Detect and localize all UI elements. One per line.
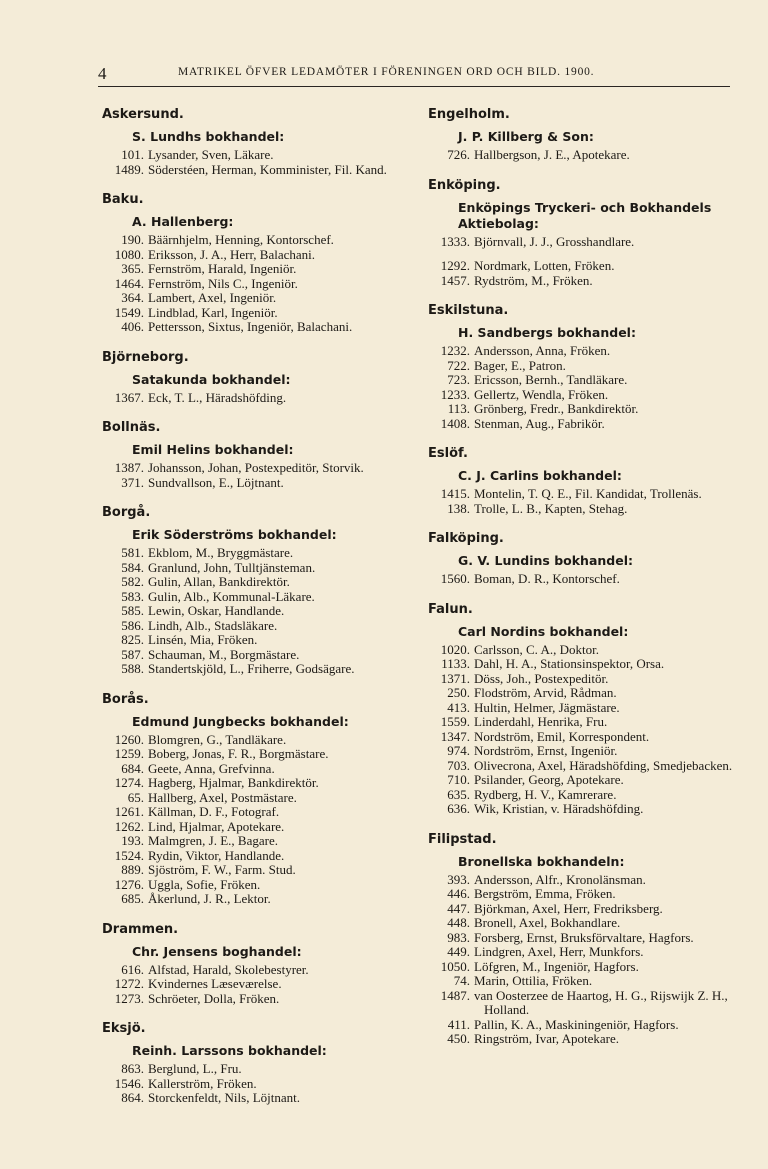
member-text: Björkman, Axel, Herr, Fredriksberg.: [474, 900, 663, 916]
member-text: Nordström, Ernst, Ingeniör.: [474, 743, 618, 758]
member-text: Lambert, Axel, Ingeniör.: [148, 290, 277, 305]
member-text: Pettersson, Sixtus, Ingeniör, Balachani.: [148, 319, 353, 334]
member-text: Linderdahl, Henrika, Fru.: [474, 714, 608, 729]
member-number: 113.: [447, 401, 470, 416]
city-section: [102, 921, 412, 1007]
member-number: 1261.: [114, 804, 144, 819]
member-text: Källman, D. F., Fotograf.: [148, 804, 280, 819]
member-entry: [102, 977, 412, 992]
member-number: 1457.: [440, 272, 470, 288]
member-text: Ericsson, Bernh., Tandläkare.: [474, 372, 628, 387]
member-text: Pallin, K. A., Maskiningeniör, Hagfors.: [474, 1016, 679, 1032]
member-text: Sundvallson, E., Löjtnant.: [148, 474, 284, 490]
member-text: Granlund, John, Tulltjänsteman.: [148, 559, 316, 575]
member-list: [102, 391, 412, 406]
city-heading: Engelholm.: [428, 107, 510, 122]
city-section: [428, 831, 738, 1047]
member-number: 889.: [121, 862, 144, 877]
member-text: Wik, Kristian, v. Häradshöfding.: [474, 801, 644, 816]
bookshop-heading: Reinh. Larssons bokhandel:: [132, 1043, 327, 1058]
member-number: 65.: [127, 789, 144, 805]
member-entry: [428, 873, 738, 888]
member-number: 193.: [121, 833, 144, 848]
member-number: 101.: [121, 147, 144, 162]
member-entry: [102, 148, 412, 163]
right-column: [428, 100, 738, 1047]
member-text: Flodström, Arvid, Rådman.: [474, 685, 617, 700]
member-entry: [428, 148, 738, 163]
member-number: 1050.: [440, 958, 470, 974]
member-entry: [428, 373, 738, 388]
member-number: 74.: [453, 973, 470, 988]
member-text: Kvindernes Læseværelse.: [148, 976, 282, 991]
city-section: [428, 302, 738, 431]
member-text: Bronell, Axel, Bokhandlare.: [474, 915, 621, 930]
member-text: Johansson, Johan, Postexpeditör, Storvik.: [148, 460, 364, 475]
bookshop-heading: Enköpings Tryckeri- och Bokhandels Aktiebolag:: [458, 199, 712, 231]
member-text: Lind, Hjalmar, Apotekare.: [148, 818, 285, 834]
member-text: Gellertz, Wendla, Fröken.: [474, 386, 609, 402]
member-entry: [102, 849, 412, 864]
member-number: 983.: [447, 929, 470, 945]
member-entry: [102, 1091, 412, 1106]
member-entry: [102, 747, 412, 762]
member-entry: [428, 259, 738, 274]
member-entry: [102, 546, 412, 561]
member-number: 1020.: [440, 641, 470, 657]
member-entry: [428, 916, 738, 931]
member-entry: [102, 391, 412, 406]
bookshop-heading: Satakunda bokhandel:: [132, 371, 291, 387]
member-number: 1549.: [114, 304, 144, 320]
member-text: Lindh, Alb., Stadsläkare.: [148, 617, 278, 633]
member-text: Psilander, Georg, Apotekare.: [474, 772, 624, 787]
member-text: Lewin, Oskar, Handlande.: [148, 603, 285, 618]
member-list: [102, 1062, 412, 1106]
member-text: Fernström, Harald, Ingeniör.: [148, 261, 297, 276]
member-entry: [102, 233, 412, 248]
member-entry: [102, 776, 412, 791]
member-entry: [102, 963, 412, 978]
member-text: Rydström, M., Fröken.: [474, 272, 593, 288]
bookshop-heading: C. J. Carlins bokhandel:: [458, 468, 622, 483]
member-text: Geete, Anna, Grefvinna.: [148, 760, 275, 776]
member-list: [428, 487, 738, 516]
city-heading: Eslöf.: [428, 446, 468, 461]
city-heading: Falun.: [428, 601, 473, 617]
member-text: Boman, D. R., Kontorschef.: [474, 571, 620, 586]
member-entry: [102, 277, 412, 292]
member-entry: [428, 359, 738, 374]
member-text: Bergström, Emma, Fröken.: [474, 886, 616, 901]
member-text: Carlsson, C. A., Doktor.: [474, 641, 599, 657]
member-text: Hallbergson, J. E., Apotekare.: [474, 147, 630, 162]
member-entry: [428, 643, 738, 658]
member-number: 1276.: [114, 876, 144, 892]
member-entry: [102, 604, 412, 619]
member-number: 636.: [447, 801, 470, 816]
member-entry: [102, 633, 412, 648]
member-list: [428, 873, 738, 1047]
member-number: 582.: [121, 574, 144, 589]
member-text: Rydberg, H. V., Kamrerare.: [474, 786, 617, 802]
page-number: 4: [98, 64, 107, 83]
bookshop-heading: Chr. Jensens boghandel:: [132, 943, 302, 959]
member-text: Kallerström, Fröken.: [148, 1075, 257, 1091]
member-text: Löfgren, M., Ingeniör, Hagfors.: [474, 958, 639, 974]
member-entry: [102, 648, 412, 663]
city-heading: Borås.: [102, 691, 149, 707]
member-text: Andersson, Anna, Fröken.: [474, 343, 611, 358]
member-entry: [428, 730, 738, 745]
member-text: Uggla, Sofie, Fröken.: [148, 876, 261, 892]
member-entry: [102, 306, 412, 321]
member-number: 583.: [121, 588, 144, 604]
city-section: [428, 601, 738, 817]
member-text: Trolle, L. B., Kapten, Stehag.: [474, 500, 628, 516]
city-heading: Eksjö.: [102, 1021, 146, 1036]
member-number: 448.: [447, 915, 470, 930]
member-text: Lysander, Sven, Läkare.: [148, 147, 274, 162]
city-section: [102, 691, 412, 907]
member-entry: [428, 672, 738, 687]
bookshop-heading: Carl Nordins bokhandel:: [458, 623, 629, 639]
member-number: 1080.: [114, 246, 144, 262]
member-number: 1274.: [114, 775, 144, 790]
member-number: 447.: [447, 900, 470, 916]
member-entry: [428, 715, 738, 730]
member-number: 1259.: [114, 746, 144, 761]
member-text: Söderstéen, Herman, Komminister, Fil. Kand.: [148, 161, 387, 177]
member-entry: [102, 619, 412, 634]
member-entry: [102, 805, 412, 820]
member-number: 1260.: [114, 731, 144, 747]
member-text: Rydin, Viktor, Handlande.: [148, 847, 285, 863]
member-number: 449.: [447, 944, 470, 959]
page-header: [98, 60, 730, 87]
member-entry: [428, 388, 738, 403]
member-number: 1464.: [114, 275, 144, 291]
member-number: 1262.: [114, 818, 144, 834]
member-text: Hagberg, Hjalmar, Bankdirektör.: [148, 775, 319, 790]
member-entry: [102, 262, 412, 277]
member-text: Boberg, Jonas, F. R., Borgmästare.: [148, 746, 329, 761]
member-list: [102, 233, 412, 335]
member-text: Schröeter, Dolla, Fröken.: [148, 990, 280, 1006]
city-heading: Eskilstuna.: [428, 303, 509, 318]
member-text: Malmgren, J. E., Bagare.: [148, 833, 278, 848]
city-section: [428, 445, 738, 516]
member-number: 635.: [447, 786, 470, 802]
member-entry: [428, 759, 738, 774]
member-text: Nordström, Emil, Korrespondent.: [474, 728, 650, 744]
member-entry: [428, 974, 738, 989]
member-entry: [428, 274, 738, 289]
member-text: Hallberg, Axel, Postmästare.: [148, 789, 297, 805]
member-text: Grönberg, Fredr., Bankdirektör.: [474, 401, 639, 416]
member-entry: [428, 945, 738, 960]
member-number: 1524.: [114, 847, 144, 863]
member-text: Eriksson, J. A., Herr, Balachani.: [148, 246, 316, 262]
member-number: 406.: [121, 319, 144, 334]
member-entry: [102, 561, 412, 576]
member-text: Gulin, Allan, Bankdirektör.: [148, 574, 290, 589]
member-text: Marin, Ottilia, Fröken.: [474, 973, 593, 988]
member-number: 587.: [121, 646, 144, 662]
city-section: [102, 106, 412, 177]
member-entry: [428, 902, 738, 917]
member-entry: [102, 320, 412, 335]
member-entry: [428, 235, 738, 250]
city-section: [428, 106, 738, 163]
member-entry: [428, 802, 738, 817]
member-text: Bager, E., Patron.: [474, 357, 566, 373]
member-entry: [102, 733, 412, 748]
member-number: 190.: [121, 232, 144, 247]
member-number: 1371.: [440, 670, 470, 686]
city-heading: Filipstad.: [428, 831, 497, 847]
member-number: 685.: [121, 891, 144, 906]
member-number: 446.: [447, 886, 470, 901]
member-text: van Oosterzee de Haartog, H. G., Rijswijk Z. H., Holland.: [474, 987, 728, 1017]
member-text: Ekblom, M., Bryggmästare.: [148, 545, 294, 560]
member-number: 703.: [447, 757, 470, 773]
member-entry: [102, 575, 412, 590]
city-section: [428, 530, 738, 587]
member-entry: [102, 791, 412, 806]
member-list: [428, 572, 738, 587]
city-heading: Falköping.: [428, 531, 504, 546]
member-number: 723.: [447, 372, 470, 387]
member-entry: [102, 992, 412, 1007]
city-heading: Borgå.: [102, 505, 151, 520]
member-number: 1387.: [114, 460, 144, 475]
member-text: Lindblad, Karl, Ingeniör.: [148, 304, 278, 320]
member-text: Fernström, Nils C., Ingeniör.: [148, 275, 298, 291]
member-text: Schauman, M., Borgmästare.: [148, 646, 300, 662]
member-list: [428, 344, 738, 431]
member-number: 364.: [121, 290, 144, 305]
member-entry: [428, 931, 738, 946]
city-heading: Björneborg.: [102, 349, 189, 365]
city-section: [102, 191, 412, 335]
member-text: Berglund, L., Fru.: [148, 1061, 242, 1076]
member-entry: [102, 820, 412, 835]
member-entry: [102, 461, 412, 476]
member-entry: [428, 417, 738, 432]
member-entry: [428, 744, 738, 759]
member-number: 1546.: [114, 1075, 144, 1091]
member-entry: [102, 892, 412, 907]
member-entry: [428, 344, 738, 359]
member-number: 1487.: [440, 987, 470, 1003]
bookshop-heading: S. Lundhs bokhandel:: [132, 129, 285, 144]
city-section: [102, 419, 412, 490]
member-entry: [428, 1032, 738, 1047]
member-entry: [102, 248, 412, 263]
member-entry: [102, 163, 412, 178]
member-text: Björnvall, J. J., Grosshandlare.: [474, 233, 635, 249]
member-number: 974.: [447, 743, 470, 758]
member-text: Nordmark, Lotten, Fröken.: [474, 258, 615, 273]
city-section: [102, 1020, 412, 1106]
member-number: 722.: [447, 357, 470, 373]
member-text: Stenman, Aug., Fabrikör.: [474, 415, 605, 431]
member-entry: [102, 834, 412, 849]
member-number: 863.: [121, 1061, 144, 1076]
member-number: 825.: [121, 632, 144, 647]
member-text: Forsberg, Ernst, Bruksförvaltare, Hagfors.: [474, 929, 694, 945]
member-text: Storckenfeldt, Nils, Löjtnant.: [148, 1090, 301, 1105]
bookshop-heading: Erik Söderströms bokhandel:: [132, 527, 337, 542]
city-heading: Askersund.: [102, 107, 184, 122]
city-section: [102, 504, 412, 677]
member-number: 710.: [447, 772, 470, 787]
member-number: 1273.: [114, 990, 144, 1006]
member-entry: [428, 402, 738, 417]
member-entry: [428, 657, 738, 672]
member-entry: [102, 863, 412, 878]
member-entry: [428, 572, 738, 587]
member-text: Bäärnhjelm, Henning, Kontorschef.: [148, 232, 334, 247]
member-number: 1415.: [440, 486, 470, 501]
member-number: 250.: [447, 685, 470, 700]
member-number: 365.: [121, 261, 144, 276]
member-list: [102, 733, 412, 907]
member-list: [102, 461, 412, 490]
member-list: [428, 148, 738, 163]
member-entry: [102, 291, 412, 306]
city-heading: Enköping.: [428, 177, 501, 193]
member-number: 393.: [447, 871, 470, 887]
member-number: 585.: [121, 603, 144, 618]
bookshop-heading: J. P. Killberg & Son:: [458, 129, 594, 144]
member-number: 1232.: [440, 343, 470, 358]
member-entry: [428, 487, 738, 502]
member-number: 684.: [121, 760, 144, 776]
member-entry: [428, 887, 738, 902]
member-number: 616.: [121, 961, 144, 977]
bookshop-heading: A. Hallenberg:: [132, 214, 234, 229]
member-entry: [102, 878, 412, 893]
member-text: Lindgren, Axel, Herr, Munkfors.: [474, 944, 644, 959]
member-number: 581.: [121, 545, 144, 560]
left-column: [102, 100, 412, 1106]
member-text: Montelin, T. Q. E., Fil. Kandidat, Trollenäs.: [474, 486, 702, 501]
member-text: Andersson, Alfr., Kronolänsman.: [474, 871, 646, 887]
member-text: Linsén, Mia, Fröken.: [148, 632, 258, 647]
running-title: MATRIKEL ÖFVER LEDAMÖTER I FÖRENINGEN ORD OCH BILD. 1900.: [178, 66, 595, 78]
member-entry: [428, 701, 738, 716]
member-entry: [428, 989, 738, 1018]
member-text: Blomgren, G., Tandläkare.: [148, 731, 287, 747]
city-heading: Bollnäs.: [102, 420, 161, 435]
member-number: 1347.: [440, 728, 470, 744]
member-list: [102, 148, 412, 177]
member-entry: [428, 960, 738, 975]
city-section: [428, 177, 738, 289]
bookshop-heading: G. V. Lundins bokhandel:: [458, 553, 633, 568]
member-list: [428, 259, 738, 288]
member-text: Åkerlund, J. R., Lektor.: [148, 891, 271, 906]
member-entry: [428, 1018, 738, 1033]
member-number: 1233.: [440, 386, 470, 402]
member-number: 1333.: [440, 233, 470, 249]
city-section: [102, 349, 412, 406]
member-entry: [428, 773, 738, 788]
member-number: 1292.: [440, 258, 470, 273]
member-number: 1559.: [440, 714, 470, 729]
member-text: Sjöström, F. W., Farm. Stud.: [148, 862, 296, 877]
member-entry: [102, 762, 412, 777]
bookshop-heading: Edmund Jungbecks bokhandel:: [132, 713, 349, 729]
city-heading: Baku.: [102, 192, 144, 207]
member-text: Standertskjöld, L., Friherre, Godsägare.: [148, 661, 355, 676]
member-text: Gulin, Alb., Kommunal-Läkare.: [148, 588, 315, 604]
member-number: 588.: [121, 661, 144, 676]
member-list: [428, 643, 738, 817]
member-number: 1272.: [114, 976, 144, 991]
member-number: 864.: [121, 1090, 144, 1105]
member-text: Hultin, Helmer, Jägmästare.: [474, 699, 620, 715]
member-number: 1408.: [440, 415, 470, 431]
member-list: [102, 546, 412, 677]
member-number: 411.: [447, 1016, 470, 1032]
member-entry: [102, 590, 412, 605]
member-number: 1367.: [114, 389, 144, 405]
member-text: Alfstad, Harald, Skolebestyrer.: [148, 961, 309, 977]
member-entry: [102, 1062, 412, 1077]
member-list: [428, 235, 738, 250]
member-text: Döss, Joh., Postexpeditör.: [474, 670, 609, 686]
member-number: 584.: [121, 559, 144, 575]
city-heading: Drammen.: [102, 921, 179, 937]
bookshop-heading: Emil Helins bokhandel:: [132, 442, 294, 457]
member-text: Ringström, Ivar, Apotekare.: [474, 1031, 619, 1046]
member-text: Eck, T. L., Häradshöfding.: [148, 389, 287, 405]
member-number: 726.: [447, 147, 470, 162]
member-text: Dahl, H. A., Stationsinspektor, Orsa.: [474, 656, 665, 671]
member-number: 1489.: [114, 161, 144, 177]
member-entry: [102, 476, 412, 491]
member-number: 586.: [121, 617, 144, 633]
member-entry: [428, 788, 738, 803]
member-number: 138.: [447, 500, 470, 516]
bookshop-heading: H. Sandbergs bokhandel:: [458, 325, 636, 340]
member-entry: [428, 502, 738, 517]
member-text: Olivecrona, Axel, Häradshöfding, Smedjebacken.: [474, 757, 733, 773]
member-number: 450.: [447, 1031, 470, 1046]
member-entry: [102, 662, 412, 677]
member-number: 371.: [121, 474, 144, 490]
bookshop-heading: Bronellska bokhandeln:: [458, 853, 625, 869]
member-list: [102, 963, 412, 1007]
member-number: 413.: [447, 699, 470, 715]
member-entry: [428, 686, 738, 701]
member-number: 1560.: [440, 571, 470, 586]
member-entry: [102, 1077, 412, 1092]
member-number: 1133.: [441, 656, 470, 671]
